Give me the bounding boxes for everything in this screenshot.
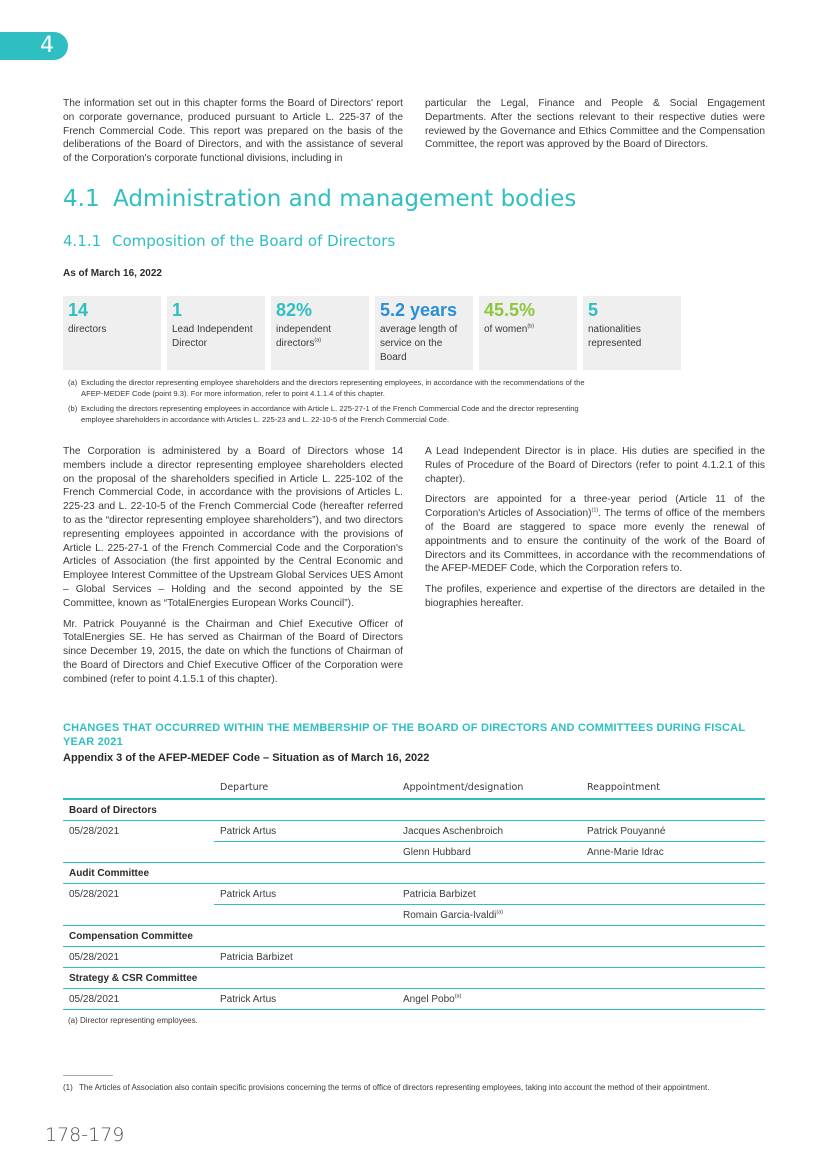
chapter-number: 4 bbox=[40, 33, 54, 58]
stat-card bbox=[167, 296, 265, 370]
stat-footnote-a: (a) Excluding the director representing employee shareholders and the directors representing employees, in accordance with the recommendations of the AFEP-MEDEF Code (point 9.3). For more information, refer to point 4.1.1.4 of this chapter. bbox=[68, 378, 585, 398]
body-paragraph: The Corporation is administered by a Board of Directors whose 14 members include a director representing employee shareholders elected on the proposal of the shareholders specified in Article L. 225-102 of the French Commercial Code, in accordance with the provisions of Articles L. 225-23 and L. 22-10-5 of the French Commercial Code (hereafter referred to as the “director representing employee shareholders”), and two directors representing employees appointed in accordance with the provisions of Article L. 225-27-1 of the French Commercial Code and the Corporation's Articles of Association (the first appointed by the Central Economic and Employee Interest Committee of the Upstream Global Services UES Amont – Global Services – Holding and the second appointed by the SE Committee, known as “TotalEnergies European Works Council”). bbox=[63, 446, 403, 609]
stat-value: 5 bbox=[588, 300, 599, 320]
table-group-row: Audit Committee bbox=[63, 863, 765, 884]
appendix-title: Appendix 3 of the AFEP-MEDEF Code – Situation as of March 16, 2022 bbox=[63, 752, 430, 764]
stat-card bbox=[479, 296, 577, 370]
changes-heading: CHANGES THAT OCCURRED WITHIN THE MEMBERSHIP OF THE BOARD OF DIRECTORS AND COMMITTEES DURING FISCAL YEAR 2021 bbox=[63, 722, 746, 748]
body-paragraph: A Lead Independent Director is in place. His duties are specified in the Rules of Procedure of the Board of Directors (refer to point 4.1.2.1 of this chapter). bbox=[425, 446, 765, 485]
body-paragraph: Directors are appointed for a three-year period (Article 11 of the Corporation's Articles of Association)$^{(1)}$. The terms of office of the members of the Board are staggered to space more evenly the renewal of appointments and to ensure the continuity of the work of the Board of Directors and its Committees, in accordance with the recommendations of the AFEP-MEDEF Code, which the Corporation refers to. bbox=[425, 494, 765, 575]
table-row: 05/28/2021 Patrick Artus Angel Pobo$^{(a)}$ bbox=[63, 989, 765, 1010]
footnote-ref: (b) bbox=[527, 323, 535, 330]
col-reappointment: Reappointment bbox=[587, 782, 660, 793]
section-heading bbox=[63, 186, 576, 212]
stat-card bbox=[271, 296, 369, 370]
body-paragraph: Mr. Patrick Pouyanné is the Chairman and Chief Executive Officer of TotalEnergies SE. He has served as Chairman of the Board of Directors since December 19, 2015, the date on which the functions of Chairman of the Board of Directors and Chief Executive Officer of the Corporation were combined (refer to point 4.1.5.1 of this chapter). bbox=[63, 618, 403, 685]
intro-paragraph-left: The information set out in this chapter forms the Board of Directors' report on corporate governance, produced pursuant to Article L. 225-37 of the French Commercial Code. This report was prepared on the basis of the deliberations of the Board of Directors, and with the assistance of several of the Corporation's corporate functional divisions, including in bbox=[63, 98, 403, 165]
stat-value: 14 bbox=[68, 300, 89, 320]
stat-label: of women$^{(b)}$ bbox=[484, 323, 535, 335]
table-group-row: Strategy & CSR Committee bbox=[63, 968, 765, 989]
stat-label: independent directors$^{(a)}$ bbox=[276, 324, 332, 349]
footnote-ref[interactable]: (1) bbox=[591, 507, 599, 514]
table-note: (a) Director representing employees. bbox=[68, 1016, 198, 1025]
as-of-date: As of March 16, 2022 bbox=[63, 268, 162, 279]
stat-label: Lead Independent Director bbox=[172, 324, 253, 349]
section-title: Administration and management bodies bbox=[113, 186, 577, 212]
table-header bbox=[63, 779, 765, 800]
table-group-row: Compensation Committee bbox=[63, 926, 765, 947]
key-figures bbox=[63, 296, 683, 370]
stat-label: average length of service on the Board bbox=[380, 324, 458, 363]
stat-value: 5.2 years bbox=[380, 300, 458, 320]
table-row: 05/28/2021 Patrick Artus Patricia Barbizet bbox=[63, 884, 765, 905]
table-group-row: Board of Directors bbox=[63, 800, 765, 821]
col-appointment: Appointment/designation bbox=[403, 782, 524, 793]
stat-value: 82% bbox=[276, 300, 313, 320]
stat-label: directors bbox=[68, 324, 107, 335]
stat-card bbox=[375, 296, 473, 370]
stat-card bbox=[63, 296, 161, 370]
body-column-left bbox=[63, 445, 403, 694]
subsection-title: Composition of the Board of Directors bbox=[112, 232, 396, 250]
stat-value: 1 bbox=[172, 300, 183, 320]
table-row: Romain Garcia-Ivaldi$^{(a)}$ bbox=[63, 905, 765, 926]
stat-card bbox=[583, 296, 681, 370]
subsection-heading bbox=[63, 232, 395, 250]
chapter-tab bbox=[0, 32, 68, 60]
table-row: 05/28/2021 Patricia Barbizet bbox=[63, 947, 765, 968]
body-column-right bbox=[425, 445, 765, 618]
table-row: Glenn Hubbard Anne-Marie Idrac bbox=[63, 842, 765, 863]
stat-label: nationalities represented bbox=[588, 324, 642, 349]
changes-table bbox=[63, 779, 765, 1010]
col-departure: Departure bbox=[220, 782, 269, 793]
page-footnote: (1) The Articles of Association also contain specific provisions concerning the terms of office of directors representing employees, taking into account the method of their appointment. bbox=[63, 1083, 710, 1092]
footnote-ref: (a) bbox=[314, 337, 322, 344]
subsection-number: 4.1.1 bbox=[63, 232, 102, 250]
section-number: 4.1 bbox=[63, 186, 100, 212]
page-number: 178-179 bbox=[45, 1124, 125, 1146]
footnote-divider bbox=[63, 1075, 113, 1076]
body-paragraph: The profiles, experience and expertise of the directors are detailed in the biographies hereafter. bbox=[425, 584, 765, 609]
table-row: 05/28/2021 Patrick Artus Jacques Aschenbroich Patrick Pouyanné bbox=[63, 821, 765, 842]
stat-value: 45.5% bbox=[484, 300, 536, 320]
stat-footnote-b: (b) Excluding the directors representing employees in accordance with Article L. 225-27-1 of the French Commercial Code and the director representing employee shareholders in accordance with Articles L. 225-23 and L. 22-10-5 of the French Commercial Code. bbox=[68, 404, 579, 424]
intro-paragraph-right: particular the Legal, Finance and People & Social Engagement Departments. After the sections relevant to their respective duties were reviewed by the Governance and Ethics Committee and the Compensation Committee, the report was approved by the Board of Directors. bbox=[425, 98, 765, 151]
